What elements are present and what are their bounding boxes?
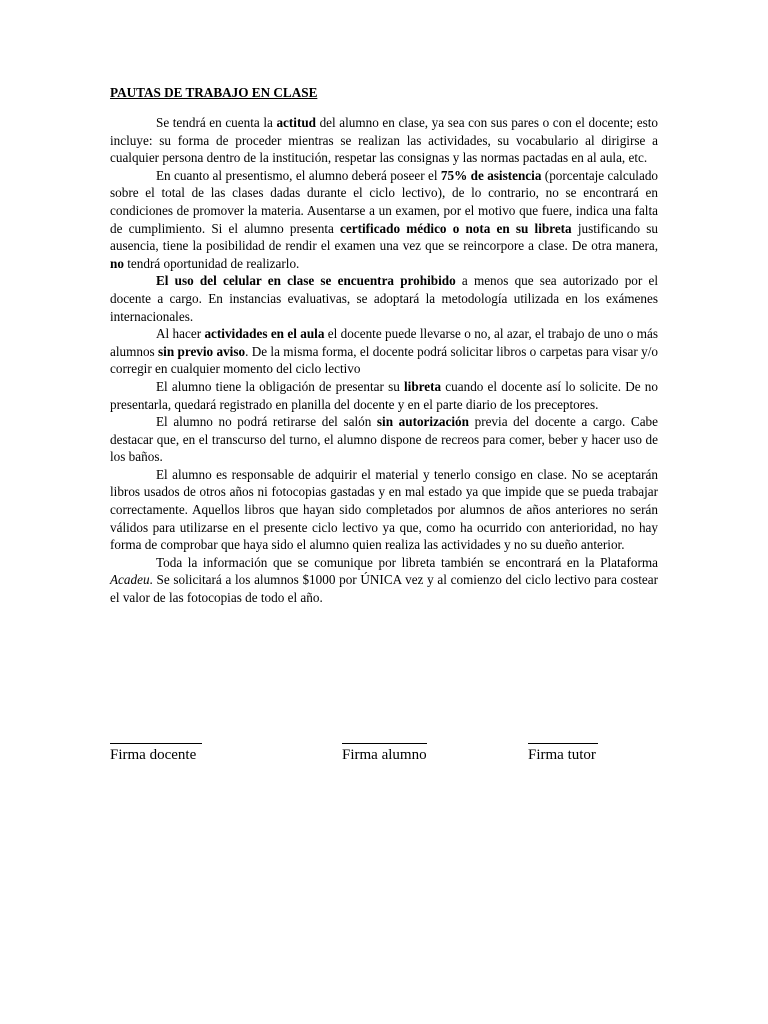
bold-text: certificado médico o nota en su libreta xyxy=(340,220,572,236)
paragraph xyxy=(110,378,658,413)
text-run: Toda la información que se comunique por libreta también se encontrará en la Plataforma xyxy=(156,554,658,570)
signature-label-alumno: Firma alumno xyxy=(342,747,427,763)
signature-line-tutor xyxy=(528,730,598,744)
paragraph xyxy=(110,114,658,167)
text-run: cuando el docente así lo solicite. De no presentarla, quedará registrado en planilla del docente y en el parte diario de los preceptores. xyxy=(110,378,658,412)
bold-text: El uso del celular en clase se encuentra prohibido xyxy=(156,273,456,289)
text-run: El alumno es responsable de adquirir el material y tenerlo consigo en clase. No se aceptarán libros usados de otros años ni fotocopias gastadas y en mal estado ya que impide que se pueda trabajar correctamente. Aquellos libros que hayan sido completados por alumnos de años anteriores no serán válidos para utilizarse en el presente ciclo lectivo ya que, como ha ocurrido con anterioridad, no hay forma de comprobar que haya sido el alumno quien realiza las actividades y no su dueño anterior. xyxy=(110,466,658,553)
bold-text: sin autorización xyxy=(376,414,469,430)
text-run: . De la misma forma, el docente podrá solicitar libros o carpetas para visar y/o corregir en cualquier momento del ciclo lectivo xyxy=(110,343,658,377)
text-run: El alumno no podrá retirarse del salón xyxy=(156,414,377,430)
text-run: Se tendrá en cuenta la xyxy=(156,115,277,130)
signature-line-alumno xyxy=(342,730,427,744)
text-run: el docente puede llevarse o no, al azar, el trabajo de uno o más alumnos xyxy=(110,326,658,359)
bold-text: libreta xyxy=(404,378,442,394)
text-run: previa del docente a cargo. Cabe destacar que, en el transcurso del turno, el alumno dispone de recreos para comer, beber y hacer uso de los baños. xyxy=(110,414,659,465)
paragraph xyxy=(110,325,658,378)
signature-line-docente xyxy=(110,730,202,744)
signature-section xyxy=(110,730,670,770)
bold-text: sin previo aviso xyxy=(158,343,246,359)
text-run: justificando su ausencia, tiene la posibilidad de rendir el examen una vez que se reincorpore a clase. De otra manera, xyxy=(110,220,658,254)
paragraph xyxy=(110,466,658,554)
signature-docente xyxy=(110,730,202,764)
signature-label-docente: Firma docente xyxy=(110,747,197,763)
text-run: El alumno tiene la obligación de presentar su xyxy=(156,378,404,394)
bold-text: no xyxy=(110,255,124,271)
signature-tutor xyxy=(528,730,598,764)
paragraph xyxy=(110,272,658,325)
paragraph xyxy=(110,554,658,607)
bold-text: 75% de asistencia xyxy=(440,167,542,183)
text-run: a menos que sea autorizado por el docente a cargo. En instancias evaluativas, se adoptará la metodología utilizada en los exámenes internacionales. xyxy=(110,273,658,324)
text-run: (porcentaje calculado sobre el total de las clases dadas durante el ciclo lectivo), de lo contrario, no se encontrará en condiciones de promover la materia. Ausentarse a un examen, por el motivo que fuere, indica una falta de cumplimiento. Si el alumno presenta xyxy=(110,167,659,236)
signature-alumno xyxy=(342,730,427,764)
paragraph xyxy=(110,413,658,466)
text-run: tendrá oportunidad de realizarlo. xyxy=(123,255,300,271)
signature-label-tutor: Firma tutor xyxy=(528,747,596,763)
document-title: PAUTAS DE TRABAJO EN CLASE xyxy=(110,85,318,100)
text-run: . Se solicitará a los alumnos $1000 por ÚNICA vez y al comienzo del ciclo lectivo para costear el valor de las fotocopias de todo el año. xyxy=(110,572,658,606)
text-run: En cuanto al presentismo, el alumno deberá poseer el xyxy=(156,167,441,183)
document-body xyxy=(110,84,658,607)
bold-text: actitud xyxy=(276,115,316,130)
paragraph-list xyxy=(110,114,658,607)
text-run: Al hacer xyxy=(156,326,205,342)
italic-text: Acadeu xyxy=(110,572,150,588)
bold-text: actividades en el aula xyxy=(204,326,325,342)
text-run: del alumno en clase, ya sea con sus pares o con el docente; esto incluye: su forma de proceder mientras se realizan las actividades, su vocabulario al dirigirse a cualquier persona dentro de la institución, respetar las consignas y las normas pactadas en al aula, etc. xyxy=(110,115,659,166)
paragraph xyxy=(110,167,658,273)
